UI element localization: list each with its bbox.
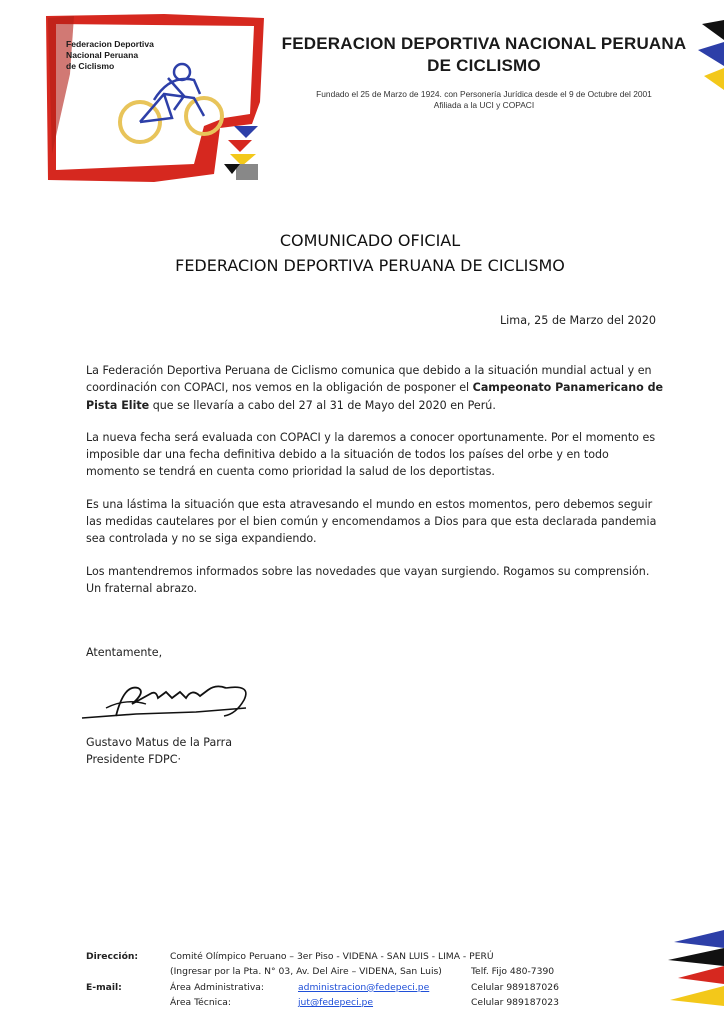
address-label: Dirección: <box>86 951 139 962</box>
logo-line: Nacional Peruana <box>66 50 139 60</box>
federation-title <box>270 33 698 77</box>
communique-heading <box>70 228 670 278</box>
tech-area-label: Área Técnica: <box>170 997 231 1009</box>
tech-email-link[interactable]: jut@fedepeci.pe <box>298 997 374 1009</box>
federation-title-line: DE CICLISMO <box>427 56 541 75</box>
logo-line: de Ciclismo <box>66 61 115 71</box>
signer-name: Gustavo Matus de la Parra <box>86 736 233 749</box>
signer-title: Presidente FDPC· <box>86 753 181 766</box>
admin-area-label: Área Administrativa: <box>170 981 265 993</box>
logo-wordmark <box>66 39 196 72</box>
federation-subtitle <box>270 89 698 111</box>
event-name: Campeonato Panamericano de Pista Elite <box>86 381 664 412</box>
heading-line: COMUNICADO OFICIAL <box>279 231 461 250</box>
heading-line: FEDERACION DEPORTIVA PERUANA DE CICLISMO <box>175 256 565 275</box>
paragraph-text: La Federación Deportiva Peruana de Ciclismo comunica que debido a la situación mundial actual y en coordinación con COPACI, nos vemos en la obligación de posponer el <box>86 364 652 395</box>
footer-row <box>86 980 686 995</box>
paragraph-text: que se llevaría a cabo del 27 al 31 de Mayo del 2020 en Perú. <box>149 398 496 412</box>
paragraph: La nueva fecha será evaluada con COPACI y la daremos a conocer oportunamente. Por el momento es imposible dar una fecha definitiva debido a la situación de todos los países del orbe y en todo momento se tendrá en cuenta como prioridad la salud de los deportistas. <box>86 430 656 479</box>
affiliation-text: Afiliada a la UCI y COPACI <box>433 100 535 110</box>
paragraph <box>86 362 664 414</box>
paragraph: Los mantendremos informados sobre las novedades que vayan surgiendo. Rogamos su comprensión. Un fraternal abrazo. <box>86 564 650 595</box>
signer-block <box>86 734 232 768</box>
signature-image <box>76 674 256 726</box>
letter-date: Lima, 25 de Marzo del 2020 <box>499 314 656 327</box>
letter-body <box>86 362 664 612</box>
founded-text: Fundado el 25 de Marzo de 1924. con Personería Jurídica desde el 9 de Octubre del 2001 <box>316 89 652 99</box>
tech-phone: Celular 989187023 <box>471 997 559 1009</box>
footer-row <box>86 995 686 1010</box>
address-line: (Ingresar por la Pta. N° 03, Av. Del Aire – VIDENA, San Luis) <box>170 966 442 978</box>
phone-fixed: Telf. Fijo 480-7390 <box>471 966 555 978</box>
flag-decoration-icon <box>224 126 258 180</box>
admin-phone: Celular 989187026 <box>471 981 559 993</box>
logo-line: Federacion Deportiva <box>66 39 154 49</box>
admin-email-link[interactable]: administracion@fedepeci.pe <box>298 981 430 993</box>
corner-flag-icon <box>694 20 724 90</box>
email-label: E-mail: <box>86 981 122 993</box>
footer-row <box>86 949 686 964</box>
federation-title-line: FEDERACION DEPORTIVA NACIONAL PERUANA <box>281 34 687 53</box>
closing-salutation: Atentamente, <box>86 646 163 659</box>
paragraph: Es una lástima la situación que esta atravesando el mundo en estos momentos, pero debemos seguir las medidas cautelares por el bien común y encomendamos a Dios para que esta declarada pandemia sea controlada y no se siga expandiendo. <box>86 497 657 546</box>
footer-contact <box>86 949 686 1011</box>
address-line: Comité Olímpico Peruano – 3er Piso - VIDENA - SAN LUIS - LIMA - PERÚ <box>170 951 494 962</box>
footer-row <box>86 964 686 979</box>
